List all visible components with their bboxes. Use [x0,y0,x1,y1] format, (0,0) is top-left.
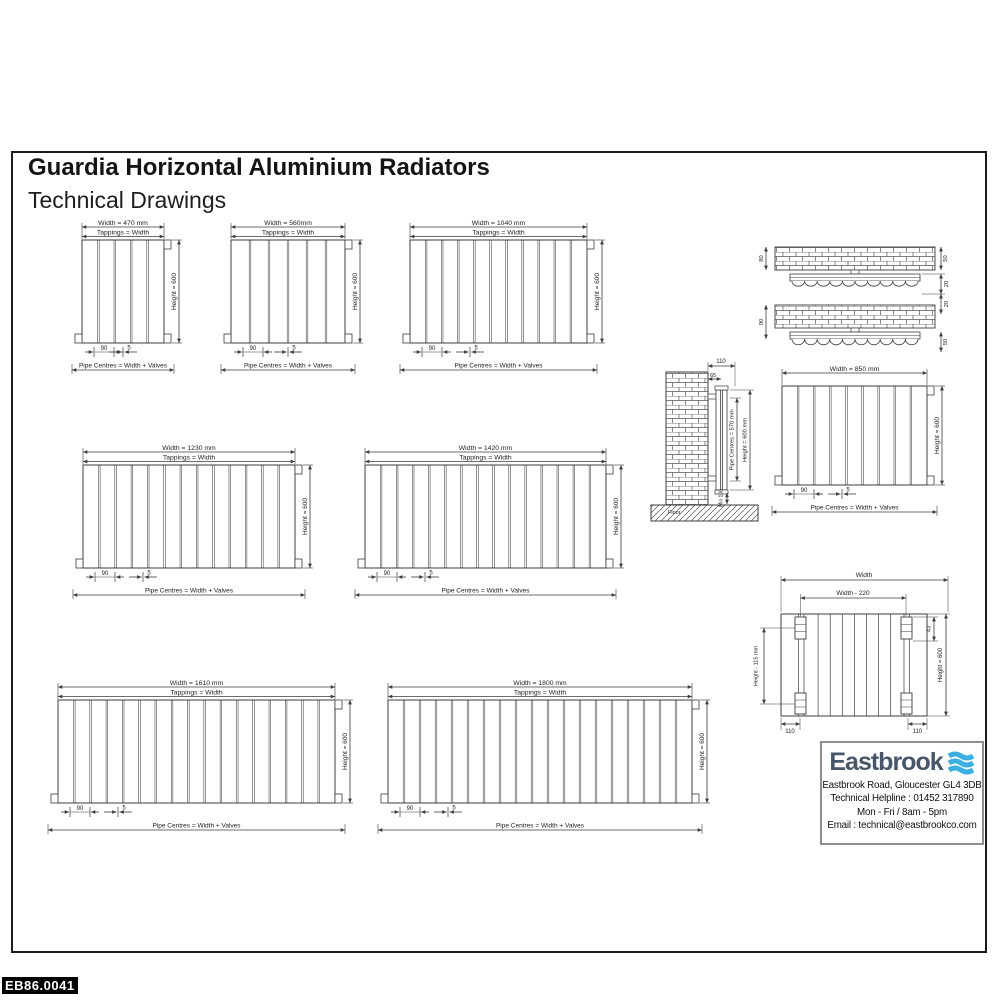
dim-label: Tappings = Width [162,454,216,462]
dim-label: Pipe Centres = Width + Valves [152,822,241,830]
dim-label: 90 [249,346,257,352]
dim-label: 5 [474,345,478,352]
radiator-front-view-1040 [400,220,605,374]
radiator-top-views [759,247,950,352]
brand-name: Eastbrook [829,748,943,776]
dim-label: Height = 600 [934,416,941,455]
dim-label: 20 [944,280,950,288]
dim-label: Min 100 [718,489,725,507]
brand-email: Email : technical@eastbrookco.com [827,820,977,832]
dim-label: 90 [428,346,436,352]
dim-label: Pipe Centres = 570 mm [729,409,736,471]
brand-logo [822,748,982,777]
dim-label: 90 [101,571,109,577]
dim-label: 90 [759,318,765,326]
dim-label: Height = 600 [699,732,706,771]
dim-label: 65 [709,373,717,379]
radiator-front-view-1230 [73,445,313,599]
dim-label: Height = 600 [938,647,944,683]
dim-label: 50 [943,255,949,262]
dim-label: Pipe Centres = Width + Valves [78,362,168,370]
dim-label: Height = 600 [594,272,601,311]
dim-label: Width = 1230 mm [162,445,216,452]
dim-label: Width = 1040 mm [471,220,526,227]
radiator-front-view-1420 [355,445,624,599]
dim-label: Tappings = Width [459,454,512,462]
dim-label: 50 [943,338,949,346]
dim-label: Width = 1610 mm [169,680,224,687]
brand-address: Eastbrook Road, Gloucester GL4 3DB [822,779,982,791]
dim-label: 90 [406,806,414,812]
radiator-side-view [651,359,758,521]
radiator-front-view-470 [72,220,182,374]
dim-label: Tappings = Width [96,229,150,237]
dim-label: Width = 1420 mm [458,445,513,452]
page-subtitle: Technical Drawings [28,187,227,213]
dim-label: Width [855,572,873,579]
dim-label: Width = 1800 mm [513,680,567,687]
dim-label: 90 [800,488,808,494]
dim-label: Height = 600 [342,732,349,771]
dim-label: Width - 220 [836,590,870,597]
dim-label: Pipe Centres = Width + Valves [454,362,543,370]
dim-label: Height = 600 [171,272,178,311]
dim-label: Tappings = Width [513,689,567,697]
dim-label: 43 [926,625,933,633]
dim-label: Width = 850 mm [829,366,880,373]
dim-label: 110 [716,359,726,365]
radiator-front-view-850 [772,366,945,516]
dim-label: 20 [944,300,950,308]
bracket-detail-view [754,572,951,735]
dim-label: Floor [668,510,681,516]
dim-label: Height = 600 [302,497,309,536]
dim-label: Pipe Centres = Width + Valves [144,587,234,595]
dim-label: Height = 600 mm [742,417,749,463]
brand-hours: Mon - Fri / 8am - 5pm [857,806,947,818]
dim-label: Pipe Centres = Width + Valves [441,587,530,595]
dim-label: Pipe Centres = Width + Valves [495,822,585,830]
dim-label: Height = 600 [352,272,359,311]
dim-label: 80 [759,255,765,262]
brand-helpline: Technical Helpline : 01452 317890 [830,793,974,805]
page-title: Guardia Horizontal Aluminium Radiators [28,154,490,181]
dim-label: Height - 115 mm [753,645,760,687]
radiator-front-view-1800 [378,680,710,834]
dim-label: Pipe Centres = Width + Valves [243,362,333,370]
dim-label: 90 [76,806,84,812]
document-code: EB86.0041 [2,977,78,994]
dim-label: 110 [912,729,923,735]
dim-label: 5 [292,345,296,352]
dim-label: Tappings = Width [261,229,315,237]
eastbrook-waves-icon [947,751,975,775]
dim-label: Height = 600 [613,497,620,536]
radiator-front-view-560 [221,220,363,374]
dim-label: 5 [452,805,456,812]
dim-label: 90 [383,571,391,577]
brand-box [820,741,984,845]
radiator-front-view-1610 [48,680,353,834]
dim-label: 5 [122,805,126,812]
dim-label: 110 [785,729,795,735]
dim-label: 90 [100,346,108,352]
dim-label: Width = 470 mm [98,220,148,227]
dim-label: 5 [429,570,433,577]
dim-label: Pipe Centres = Width + Valves [810,504,899,512]
dim-label: 5 [127,345,131,352]
dim-label: Width = 560mm [264,220,312,227]
dim-label: Tappings = Width [170,689,223,697]
dim-label: 5 [846,487,850,494]
dim-label: 5 [147,570,151,577]
dim-label: Tappings = Width [472,229,525,237]
